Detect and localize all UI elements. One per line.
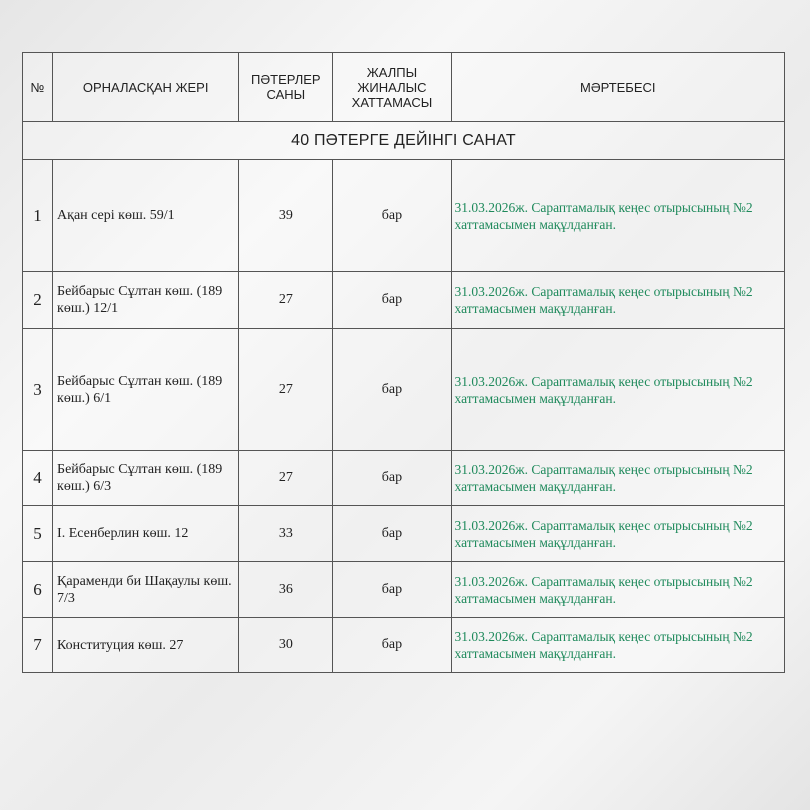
row-location: Бейбарыс Сұлтан көш. (189 көш.) 6/1 xyxy=(53,329,239,451)
row-apartments: 30 xyxy=(239,618,333,673)
header-location: ОРНАЛАСҚАН ЖЕРІ xyxy=(53,53,239,122)
row-status: 31.03.2026ж. Сараптамалық кеңес отырысының №2 хаттамасымен мақұлданған. xyxy=(451,451,784,506)
row-status: 31.03.2026ж. Сараптамалық кеңес отырысының №2 хаттамасымен мақұлданған. xyxy=(451,618,784,673)
table-row xyxy=(23,272,785,329)
header-status: МӘРТЕБЕСІ xyxy=(451,53,784,122)
row-meeting: бар xyxy=(333,451,451,506)
row-meeting: бар xyxy=(333,562,451,618)
housing-table-sheet xyxy=(22,52,785,673)
table-row xyxy=(23,451,785,506)
row-location: Конституция көш. 27 xyxy=(53,618,239,673)
table-row xyxy=(23,618,785,673)
row-number: 4 xyxy=(23,451,53,506)
row-number: 7 xyxy=(23,618,53,673)
row-meeting: бар xyxy=(333,160,451,272)
row-apartments: 36 xyxy=(239,562,333,618)
row-meeting: бар xyxy=(333,618,451,673)
row-number: 5 xyxy=(23,506,53,562)
row-location: Бейбарыс Сұлтан көш. (189 көш.) 6/3 xyxy=(53,451,239,506)
row-apartments: 27 xyxy=(239,451,333,506)
row-location: Қараменди би Шақаулы көш. 7/3 xyxy=(53,562,239,618)
row-status: 31.03.2026ж. Сараптамалық кеңес отырысының №2 хаттамасымен мақұлданған. xyxy=(451,272,784,329)
row-status: 31.03.2026ж. Сараптамалық кеңес отырысының №2 хаттамасымен мақұлданған. xyxy=(451,562,784,618)
row-location: І. Есенберлин көш. 12 xyxy=(53,506,239,562)
table-row xyxy=(23,329,785,451)
row-apartments: 33 xyxy=(239,506,333,562)
row-apartments: 27 xyxy=(239,329,333,451)
row-meeting: бар xyxy=(333,329,451,451)
row-status: 31.03.2026ж. Сараптамалық кеңес отырысының №2 хаттамасымен мақұлданған. xyxy=(451,329,784,451)
row-status: 31.03.2026ж. Сараптамалық кеңес отырысының №2 хаттамасымен мақұлданған. xyxy=(451,506,784,562)
row-status: 31.03.2026ж. Сараптамалық кеңес отырысының №2 хаттамасымен мақұлданған. xyxy=(451,160,784,272)
housing-table xyxy=(22,52,785,673)
row-location: Бейбарыс Сұлтан көш. (189 көш.) 12/1 xyxy=(53,272,239,329)
table-row xyxy=(23,506,785,562)
header-row xyxy=(23,53,785,122)
row-meeting: бар xyxy=(333,272,451,329)
row-number: 6 xyxy=(23,562,53,618)
row-number: 3 xyxy=(23,329,53,451)
row-meeting: бар xyxy=(333,506,451,562)
row-number: 1 xyxy=(23,160,53,272)
row-apartments: 39 xyxy=(239,160,333,272)
table-row xyxy=(23,562,785,618)
header-apartments: ПӘТЕРЛЕР САНЫ xyxy=(239,53,333,122)
section-row xyxy=(23,122,785,160)
table-row xyxy=(23,160,785,272)
row-location: Ақан сері көш. 59/1 xyxy=(53,160,239,272)
header-meeting: ЖАЛПЫ ЖИНАЛЫС ХАТТАМАСЫ xyxy=(333,53,451,122)
row-apartments: 27 xyxy=(239,272,333,329)
header-number: № xyxy=(23,53,53,122)
section-title: 40 ПӘТЕРГЕ ДЕЙІНГІ САНАТ xyxy=(23,122,785,160)
row-number: 2 xyxy=(23,272,53,329)
